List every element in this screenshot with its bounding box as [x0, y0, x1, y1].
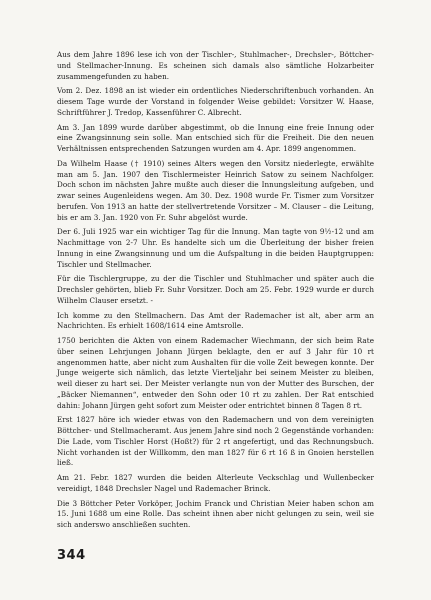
- paragraph: Ich komme zu den Stellmachern. Das Amt der Rademacher ist alt, aber arm an Nachrichten. Es erhielt 1608/1614 eine Amtsrolle.: [57, 310, 374, 331]
- paragraph: Die 3 Böttcher Peter Vorköper, Jochim Franck und Christian Meier haben schon am 15. Juni 1688 um eine Rolle. Das scheint ihnen aber nicht gelungen zu sein, weil sie sich anderswo anschließen suchten.: [57, 498, 374, 529]
- paragraph: Am 21. Febr. 1827 wurden die beiden Alterleute Veckschlag und Wullenbecker vereidigt, 1848 Drechsler Nagel und Rademacher Brinck.: [57, 473, 374, 493]
- paragraph: Vom 2. Dez. 1898 an ist wieder ein ordentliches Niederschriftenbuch vorhanden. An diesem Tage wurde der Vorstand in folgender Weise gebildet: Vorsitzer W. Haase, Schriftführer J. Tredop, Kassenführer C. Albrecht.: [57, 86, 374, 117]
- body-text: [57, 50, 374, 531]
- paragraph: 1750 berichten die Akten von einem Rademacher Wiechmann, der sich beim Rate über seinen Lehrjungen Johann Jürgen beklagte, den er auf 3 Jahr für 10 rt angenommen hatte, aber nicht zum Aushalten für die volle Zeit bewegen konnte. Der Junge weigerte sich nämlich, das letzte Vierteljahr bei seinem Meister zu bleiben, weil dieser zu hart sei. Der Meister verlangte nun von der Mutter des Burschen, der „Bäcker Niemannen“, entweder den Sohn oder 10 rt zu zahlen. Der Rat entschied dahin: Johann Jürgen geht sofort zum Meister oder entrichtet binnen 8 Tagen 8 rt.: [57, 336, 374, 410]
- paragraph: Erst 1827 höre ich wieder etwas von den Rademachern und von dem vereinigten Böttcher- und Stellmacheramt. Aus jenem Jahre sind noch 2 Gegenstände vorhanden: Die Lade, vom Tischler Horst (Hoßt?) für 2 rt angefertigt, und das Rechnungsbuch. Nicht vorhanden ist der Willkomm, den man 1827 für 6 rt 16 ß in Gnoien herstellen ließ.: [57, 415, 374, 468]
- paragraph: Da Wilhelm Haase († 1910) seines Alters wegen den Vorsitz niederlegte, erwählte man am 5. Jan. 1907 den Tischlermeister Heinrich Satow zu seinem Nachfolger. Doch schon im nächsten Jahre mußte auch dieser die Innungsleitung aufgeben, und zwar seines Augenleidens wegen. Am 30. Dez. 1908 wurde Fr. Tismer zum Vorsitzer berufen. Von 1913 an hatte der stellvertretende Vorsitzer – M. Clauser – die Leitung, bis er am 3. Jan. 1920 von Fr. Suhr abgelöst wurde.: [57, 158, 374, 222]
- paragraph: Der 6. Juli 1925 war ein wichtiger Tag für die Innung. Man tagte von 9½-12 und am Nachmittage von 2-7 Uhr. Es handelte sich um die Überleitung der bisher freien Innung in eine Zwangsinnung und um die Aufspaltung in die beiden Hauptgruppen: Tischler und Stellmacher.: [57, 227, 374, 269]
- paragraph: Am 3. Jan 1899 wurde darüber abgestimmt, ob die Innung eine freie Innung oder eine Zwangsinnung sein solle. Man entschied sich für die Freiheit. Die den neuen Verhältnissen entsprechenden Satzungen wurden am 4. Apr. 1899 angenommen.: [57, 122, 374, 153]
- paragraph: Für die Tischlergruppe, zu der die Tischler und Stuhlmacher und später auch die Drechsler gehörten, blieb Fr. Suhr Vorsitzer. Doch am 25. Febr. 1929 wurde er durch Wilhelm Clauser ersetzt. -: [57, 274, 374, 305]
- paragraph: Aus dem Jahre 1896 lese ich von der Tischler-, Stuhlmacher-, Drechsler-, Böttcher- und Stellmacher-Innung. Es scheinen sich damals also sämtliche Holzarbeiter zusammengefunden zu haben.: [57, 50, 374, 81]
- page-number: 344: [57, 548, 86, 563]
